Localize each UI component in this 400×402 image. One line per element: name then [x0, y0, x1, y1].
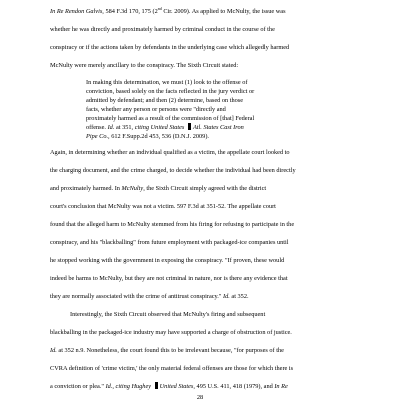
- text-line: found that the alleged harm to McNulty stemmed from his firing for refusing to participate in the: [50, 221, 295, 228]
- text-line: court's conclusion that McNulty was not a victim. 597 F.3d at 351-52. The appellate court: [50, 203, 276, 210]
- quote-line: admitted by defendant; and then (2) determine, based on those: [86, 97, 244, 104]
- paragraph-2: [50, 144, 350, 306]
- redaction-mark: [155, 382, 158, 389]
- text-line: Interestingly, the Sixth Circuit observed that McNulty's firing and subsequent: [70, 311, 266, 318]
- redaction-mark: [188, 123, 191, 130]
- text-line: the charging document, and the crime charged, to decide whether the individual had been directly: [50, 167, 296, 174]
- text-line: Id. at 352 n.9. Nonetheless, the court found this to be irrelevant because, "for purposes of the: [50, 347, 284, 354]
- text-line: CVRA definition of 'crime victim,' the only material federal offenses are those for which there is: [50, 365, 294, 372]
- text-line: Again, in determining whether an individual qualified as a victim, the appellate court looked to: [50, 149, 290, 156]
- quote-line: proximately harmed as a result of the commission of [that] Federal: [86, 115, 255, 122]
- paragraph-3: [50, 306, 350, 396]
- page-number: 28: [196, 394, 204, 401]
- quote-line: Pipe Co., 612 F.Supp.2d 453, 536 (D.N.J. 2009).: [86, 133, 209, 140]
- text-line: blackballing in the packaged-ice industry may have supported a charge of obstruction of justice.: [50, 329, 292, 336]
- block-quote: [86, 78, 316, 141]
- quote-line: In making this determination, we must (1) look to the offense of: [86, 79, 248, 86]
- paragraph-1: [50, 3, 350, 75]
- text-line: he stopped working with the government in exposing the conspiracy. "If proven, these would: [50, 257, 285, 264]
- text-line: conspiracy or if the actions taken by defendants in the underlying case which allegedly harmed: [50, 44, 290, 51]
- text-line: they are normally associated with the crime of antitrust conspiracy." Id. at 352.: [50, 293, 249, 300]
- text-line: McNulty were merely ancillary to the conspiracy. The Sixth Circuit stated:: [50, 62, 239, 69]
- text-line: a conviction or plea." Id., citing Hughey United States, 495 U.S. 411, 418 (1979), and In Re: [50, 383, 288, 390]
- text-line: and proximately harmed. In McNulty, the Sixth Circuit simply agreed with the district: [50, 185, 267, 192]
- text-line: In Re Rendon Galvis, 584 F.3d 170, 175 (2nd Cir. 2009). As applied to McNulty, the issue was: [50, 5, 286, 15]
- text-line: whether he was directly and proximately harmed by criminal conduct in the course of the: [50, 26, 275, 33]
- quote-line: facts, whether any person or persons were "directly and: [86, 106, 226, 113]
- quote-line: conviction, based solely on the facts reflected in the jury verdict or: [86, 88, 255, 95]
- text-line: indeed be harms to McNulty, but they are not criminal in nature, nor is there any evidence that: [50, 275, 288, 282]
- text-line: conspiracy, and his "blackballing" from future employment with packaged-ice companies until: [50, 239, 289, 246]
- quote-line: offense. Id. at 351, citing United States Atl. States Cast Iron: [86, 124, 244, 131]
